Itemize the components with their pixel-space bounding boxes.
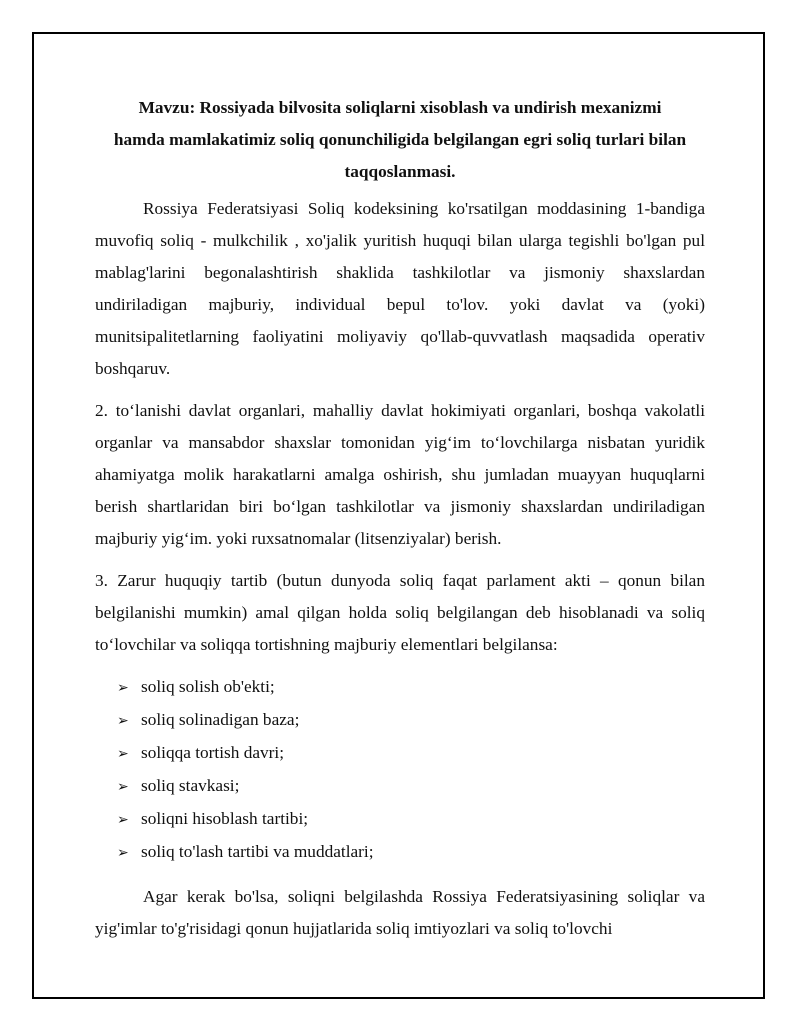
title-line-2: hamda mamlakatimiz soliq qonunchiligida belgilangan egri soliq turlari bilan — [113, 130, 687, 149]
paragraph-1: Rossiya Federatsiyasi Soliq kodeksining ko'rsatilgan moddasining 1-bandiga muvofiq soliq - mulkchilik , xo'jalik yuritish huquqi bilan ularga tegishli bo'lgan pul mablag'larini begonalashtirish shaklida tashkilotlar va jismoniy shaxslardan undiriladigan majburiy, individual bepul to'lov. yoki davlat va (yoki) munitsipalitetlarning faoliyatini moliyaviy qo'llab-quvvatlash maqsadida operativ boshqaruv. — [95, 199, 705, 378]
list-item — [95, 770, 705, 803]
document-title — [95, 92, 705, 188]
list-item — [95, 671, 705, 704]
title-line-3: taqqoslanmasi. — [344, 162, 456, 181]
list-item-text: soliq to'lash tartibi va muddatlari; — [141, 842, 374, 861]
list-item-text: soliq solinadigan baza; — [141, 710, 300, 729]
list-item-text: soliqni hisoblash tartibi; — [141, 809, 309, 828]
bullet-list — [95, 671, 705, 869]
arrow-bullet-icon: ➢ — [117, 812, 129, 828]
list-item — [95, 803, 705, 836]
list-item — [95, 704, 705, 737]
document-body — [95, 92, 705, 945]
list-item-text: soliq solish ob'ekti; — [141, 677, 275, 696]
arrow-bullet-icon: ➢ — [117, 746, 129, 762]
list-item-text: soliq stavkasi; — [141, 776, 240, 795]
arrow-bullet-icon: ➢ — [117, 845, 129, 861]
list-item — [95, 737, 705, 770]
closing-paragraph: Agar kerak bo'lsa, soliqni belgilashda Rossiya Federatsiyasining soliqlar va yig'imlar to'g'risidagi qonun hujjatlarida soliq imtiyozlari va soliq to'lovchi — [95, 887, 705, 938]
arrow-bullet-icon: ➢ — [117, 680, 129, 696]
paragraph-2: 2. to‘lanishi davlat organlari, mahalliy davlat hokimiyati organlari, boshqa vakolatli organlar va mansabdor shaxslar tomonidan yig‘im to‘lovchilarga nisbatan yuridik ahamiyatga molik harakatlarni amalga oshirish, shu jumladan muayyan huquqlarni berish shartlaridan biri bo‘lgan tashkilotlar va jismoniy shaxslardan undiriladigan majburiy yig‘im. yoki ruxsatnomalar (litsenziyalar) berish. — [95, 401, 705, 548]
list-item-text: soliqqa tortish davri; — [141, 743, 285, 762]
list-item — [95, 836, 705, 869]
arrow-bullet-icon: ➢ — [117, 779, 129, 795]
title-line-1: Mavzu: Rossiyada bilvosita soliqlarni xisoblash va undirish mexanizmi — [138, 98, 662, 117]
arrow-bullet-icon: ➢ — [117, 713, 129, 729]
paragraph-3: 3. Zarur huquqiy tartib (butun dunyoda soliq faqat parlament akti – qonun bilan belgilanishi mumkin) amal qilgan holda soliq belgilangan deb hisoblanadi va soliq to‘lovchilar va soliqqa tortishning majburiy elementlari belgilansa: — [95, 571, 705, 654]
